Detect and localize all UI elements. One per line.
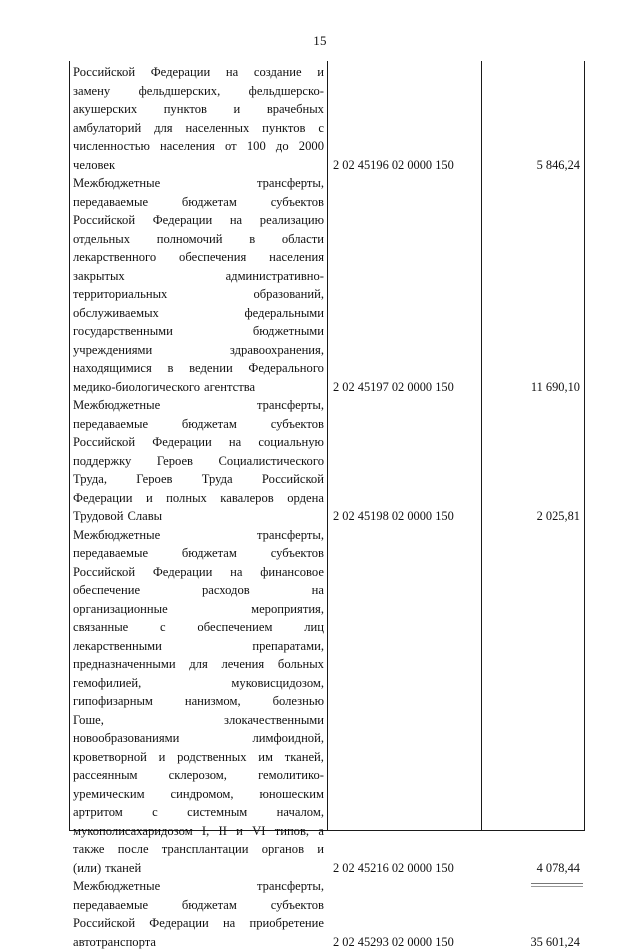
description-line: Межбюджетные трансферты, (73, 526, 324, 545)
description-line: передаваемые бюджетам субъектов (73, 544, 324, 563)
page-number: 15 (0, 33, 640, 49)
description-line: Российской Федерации на реализацию (73, 211, 324, 230)
description-line: также после трансплантации органов и (73, 840, 324, 859)
row-amount: 2 025,81 (482, 507, 580, 526)
description-line: Труда, Героев Труда Российской (73, 470, 324, 489)
description-line: поддержку Героев Социалистического (73, 452, 324, 471)
row-amount: 4 078,44 (482, 859, 580, 878)
description-line: человек (73, 156, 324, 175)
footer-mark (531, 883, 583, 887)
description-line: Федерации и полных кавалеров ордена (73, 489, 324, 508)
description-line: уремическим синдромом, юношеским (73, 785, 324, 804)
description-line: Российской Федерации на создание и (73, 63, 324, 82)
description-line: Российской Федерации на социальную (73, 433, 324, 452)
budget-table (69, 61, 585, 831)
row-amount: 11 690,10 (482, 378, 580, 397)
description-line: передаваемые бюджетам субъектов (73, 415, 324, 434)
description-line: амбулаторий для населенных пунктов с (73, 119, 324, 138)
description-line: Российской Федерации на финансовое (73, 563, 324, 582)
description-line: численностью населения от 100 до 2000 (73, 137, 324, 156)
row-description (73, 63, 324, 174)
description-line: находящимися в ведении Федерального (73, 359, 324, 378)
description-line: государственными бюджетными (73, 322, 324, 341)
description-line: отдельных полномочий в области (73, 230, 324, 249)
description-line: лекарственными препаратами, (73, 637, 324, 656)
description-line: автотранспорта (73, 933, 324, 951)
row-description (73, 174, 324, 396)
table-row (70, 396, 584, 526)
description-line: рассеянным склерозом, гемолитико- (73, 766, 324, 785)
description-line: предназначенными для лечения больных (73, 655, 324, 674)
table-row (70, 877, 584, 951)
description-line: связанные с обеспечением лиц (73, 618, 324, 637)
description-line: гемофилией, муковисцидозом, (73, 674, 324, 693)
row-amount: 5 846,24 (482, 156, 580, 175)
table-row (70, 526, 584, 878)
row-description (73, 877, 324, 951)
description-line: Межбюджетные трансферты, (73, 396, 324, 415)
description-line: (или) тканей (73, 859, 324, 878)
description-line: Межбюджетные трансферты, (73, 877, 324, 896)
row-code: 2 02 45196 02 0000 150 (333, 156, 479, 175)
description-line: Гоше, злокачественными (73, 711, 324, 730)
row-amount: 35 601,24 (482, 933, 580, 951)
description-line: учреждениями здравоохранения, (73, 341, 324, 360)
description-line: замену фельдшерских, фельдшерско- (73, 82, 324, 101)
description-line: акушерских пунктов и врачебных (73, 100, 324, 119)
table-row (70, 174, 584, 396)
description-line: Трудовой Славы (73, 507, 324, 526)
description-line: закрытых административно- (73, 267, 324, 286)
description-line: мукополисахаридозом I, II и VI типов, а (73, 822, 324, 841)
description-line: обеспечение расходов на (73, 581, 324, 600)
description-line: Российской Федерации на приобретение (73, 914, 324, 933)
description-line: территориальных образований, (73, 285, 324, 304)
row-code: 2 02 45216 02 0000 150 (333, 859, 479, 878)
description-line: медико-биологического агентства (73, 378, 324, 397)
description-line: организационные мероприятия, (73, 600, 324, 619)
description-line: артритом с системным началом, (73, 803, 324, 822)
row-code: 2 02 45198 02 0000 150 (333, 507, 479, 526)
row-code: 2 02 45197 02 0000 150 (333, 378, 479, 397)
description-line: кроветворной и родственных им тканей, (73, 748, 324, 767)
row-code: 2 02 45293 02 0000 150 (333, 933, 479, 951)
table-row (70, 63, 584, 174)
description-line: передаваемые бюджетам субъектов (73, 193, 324, 212)
description-line: Межбюджетные трансферты, (73, 174, 324, 193)
description-line: новообразованиями лимфоидной, (73, 729, 324, 748)
row-description (73, 526, 324, 878)
row-description (73, 396, 324, 526)
description-line: передаваемые бюджетам субъектов (73, 896, 324, 915)
description-line: обслуживаемых федеральными (73, 304, 324, 323)
description-line: лекарственного обеспечения населения (73, 248, 324, 267)
description-line: гипофизарным нанизмом, болезнью (73, 692, 324, 711)
